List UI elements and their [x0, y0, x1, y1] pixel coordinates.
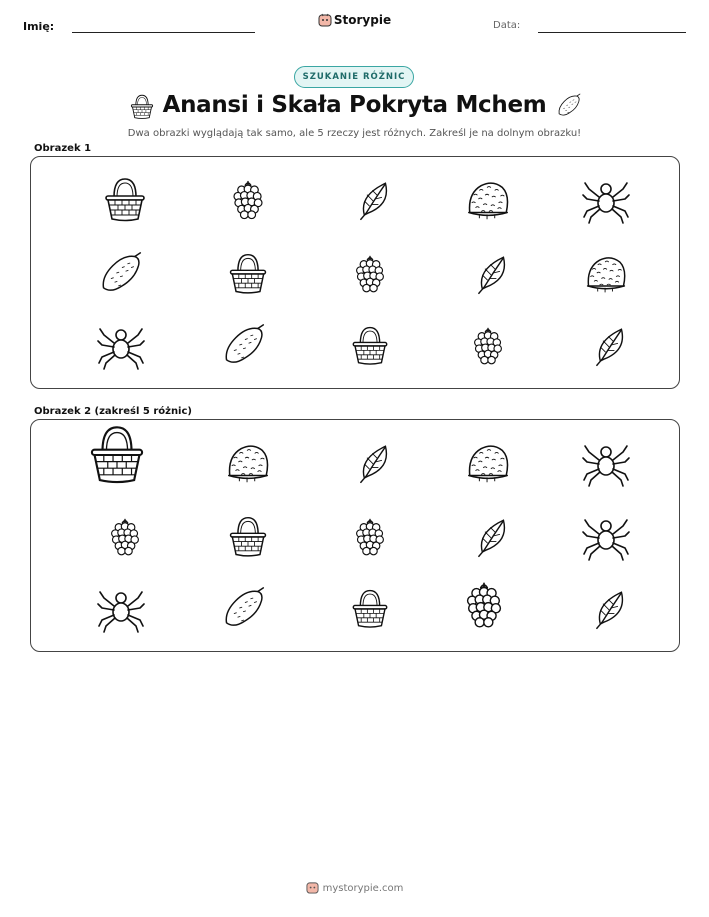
yam-icon[interactable]: [221, 586, 267, 636]
name-line[interactable]: [72, 32, 255, 33]
footer-url: mystorypie.com: [322, 883, 404, 894]
raspberry-icon: [466, 324, 510, 372]
basket-icon: [348, 324, 392, 372]
picture-2-label: Obrazek 2 (zakreśl 5 różnic): [34, 406, 192, 417]
spider-icon[interactable]: [581, 438, 631, 492]
picture-2-panel[interactable]: [30, 419, 680, 652]
leaf-icon: [352, 178, 396, 226]
spider-icon: [96, 321, 146, 375]
activity-badge: SZUKANIE RÓŻNIC: [294, 66, 414, 88]
spider-icon[interactable]: [581, 512, 631, 566]
leaf-icon[interactable]: [588, 587, 632, 635]
basket-icon[interactable]: [84, 422, 150, 492]
moss-rock-icon: [464, 176, 512, 228]
raspberry-icon[interactable]: [348, 515, 392, 563]
brand-name: Storypie: [333, 13, 392, 27]
spider-icon[interactable]: [96, 584, 146, 638]
raspberry-icon: [225, 177, 271, 227]
raspberry-icon: [348, 252, 392, 300]
name-label: Imię:: [23, 20, 55, 33]
raspberry-icon[interactable]: [457, 578, 511, 636]
basket-icon[interactable]: [225, 514, 271, 564]
moss-rock-icon[interactable]: [224, 439, 272, 491]
yam-icon: [221, 323, 267, 373]
leaf-icon[interactable]: [352, 441, 396, 489]
moss-rock-icon: [583, 251, 629, 301]
picture-1-panel: [30, 156, 680, 389]
leaf-icon: [588, 324, 632, 372]
basket-icon: [100, 175, 150, 229]
yam-icon: [98, 251, 144, 301]
instructions: Dwa obrazki wyglądają tak samo, ale 5 rzeczy jest różnych. Zakreśl je na dolnym obrazku!: [127, 128, 582, 139]
moss-rock-icon[interactable]: [464, 439, 512, 491]
brand-logo: [0, 13, 709, 30]
date-label: Data:: [493, 20, 521, 31]
storypie-icon: [306, 881, 319, 897]
spider-icon: [581, 175, 631, 229]
page-title: Anansi i Skała Pokryta Mchem: [162, 92, 547, 118]
leaf-icon: [470, 252, 514, 300]
yam-icon: [556, 93, 582, 123]
basket-icon: [225, 251, 271, 301]
raspberry-icon[interactable]: [103, 515, 147, 563]
basket-icon[interactable]: [348, 587, 392, 635]
date-line[interactable]: [538, 32, 686, 33]
footer: [0, 881, 709, 897]
storypie-icon: [318, 13, 332, 30]
picture-1-label: Obrazek 1: [34, 143, 92, 154]
leaf-icon[interactable]: [470, 515, 514, 563]
